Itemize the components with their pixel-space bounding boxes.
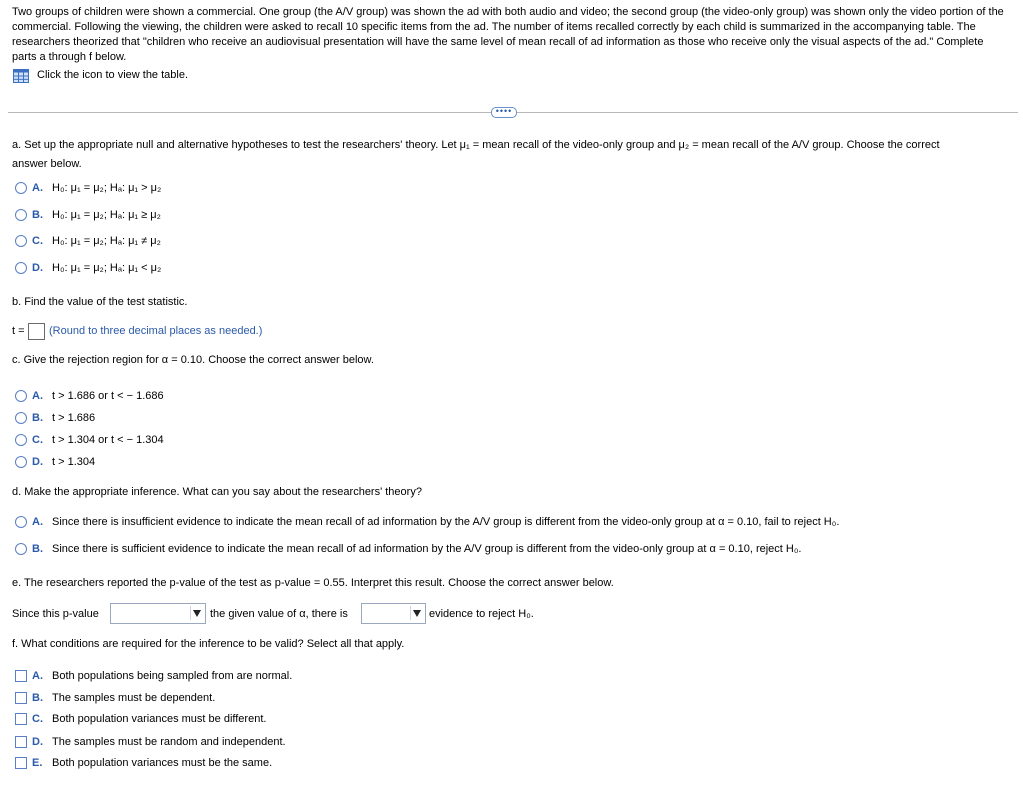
evidence-dropdown[interactable] bbox=[361, 603, 426, 624]
option-label: C. bbox=[32, 434, 43, 446]
option-text: Since there is insufficient evidence to indicate the mean recall of ad information by the A/V group is different from the video-only group at α = 0.10, fail to reject H₀. bbox=[52, 516, 840, 528]
t-prefix: t = bbox=[12, 325, 25, 337]
option-text: The samples must be random and independent. bbox=[52, 736, 286, 748]
radio-button[interactable] bbox=[15, 543, 27, 555]
option-label: A. bbox=[32, 390, 43, 402]
table-icon[interactable] bbox=[13, 69, 29, 83]
option-text: t > 1.686 bbox=[52, 412, 96, 424]
option-label: C. bbox=[32, 713, 43, 725]
part-d-question: d. Make the appropriate inference. What can you say about the researchers' theory? bbox=[12, 486, 422, 498]
checkbox[interactable] bbox=[15, 736, 27, 748]
checkbox[interactable] bbox=[15, 692, 27, 704]
option-label: A. bbox=[32, 670, 43, 682]
part-e-question: e. The researchers reported the p-value of the test as p-value = 0.55. Interpret this result. Choose the correct answer below. bbox=[12, 577, 614, 589]
checkbox[interactable] bbox=[15, 713, 27, 725]
end-text: evidence to reject H₀. bbox=[429, 608, 534, 620]
radio-button[interactable] bbox=[15, 412, 27, 424]
t-statistic-input[interactable] bbox=[28, 323, 45, 340]
chevron-down-icon bbox=[190, 606, 203, 620]
option-label: C. bbox=[32, 235, 43, 247]
option-label: D. bbox=[32, 262, 43, 274]
radio-button[interactable] bbox=[15, 262, 27, 274]
part-b-question: b. Find the value of the test statistic. bbox=[12, 296, 188, 308]
since-text: Since this p-value bbox=[12, 608, 99, 620]
option-label: A. bbox=[32, 516, 43, 528]
radio-button[interactable] bbox=[15, 516, 27, 528]
option-text: t > 1.304 or t < − 1.304 bbox=[52, 434, 164, 446]
option-text: t > 1.686 or t < − 1.686 bbox=[52, 390, 164, 402]
option-label: B. bbox=[32, 412, 43, 424]
middle-text: the given value of α, there is bbox=[210, 608, 348, 620]
option-text: t > 1.304 bbox=[52, 456, 96, 468]
part-a-question: a. Set up the appropriate null and alternative hypotheses to test the researchers' theory. Let μ₁ = mean recall of the video-only group and μ₂ = mean recall of the A/V group. Choose the correct bbox=[12, 139, 940, 151]
option-text: H₀: μ₁ = μ₂; Hₐ: μ₁ < μ₂ bbox=[52, 262, 162, 274]
view-table-link[interactable]: Click the icon to view the table. bbox=[37, 69, 189, 81]
option-text: Since there is sufficient evidence to indicate the mean recall of ad information by the A/V group is different from the video-only group at α = 0.10, reject H₀. bbox=[52, 543, 802, 555]
option-text: H₀: μ₁ = μ₂; Hₐ: μ₁ ≥ μ₂ bbox=[52, 209, 161, 221]
option-label: D. bbox=[32, 456, 43, 468]
part-a-question-cont: answer below. bbox=[12, 158, 82, 170]
radio-button[interactable] bbox=[15, 456, 27, 468]
option-text: The samples must be dependent. bbox=[52, 692, 216, 704]
comparison-dropdown[interactable] bbox=[110, 603, 206, 624]
part-f-question: f. What conditions are required for the inference to be valid? Select all that apply. bbox=[12, 638, 405, 650]
rounding-hint: (Round to three decimal places as needed.) bbox=[49, 325, 263, 337]
more-options-button[interactable]: •••• bbox=[491, 107, 517, 118]
option-label: B. bbox=[32, 543, 43, 555]
option-text: Both populations being sampled from are normal. bbox=[52, 670, 293, 682]
option-text: H₀: μ₁ = μ₂; Hₐ: μ₁ > μ₂ bbox=[52, 182, 162, 194]
option-label: B. bbox=[32, 209, 43, 221]
chevron-down-icon bbox=[410, 606, 423, 620]
option-label: A. bbox=[32, 182, 43, 194]
option-text: Both population variances must be the same. bbox=[52, 757, 273, 769]
checkbox[interactable] bbox=[15, 670, 27, 682]
radio-button[interactable] bbox=[15, 390, 27, 402]
option-label: D. bbox=[32, 736, 43, 748]
checkbox[interactable] bbox=[15, 757, 27, 769]
radio-button[interactable] bbox=[15, 182, 27, 194]
intro-text: Two groups of children were shown a commercial. One group (the A/V group) was shown the ad with both audio and video; the second group (the video-only group) was shown only the video portion of the commercial. Following the viewing, the children were asked to recall 10 specific items from the ad. The number of items recalled correctly by each child is summarized in the accompanying table. The researchers theorized that "children who receive an audiovisual presentation will have the same level of mean recall of ad information as those who receive only the visual aspects of the ad." Complete parts a through f below. bbox=[12, 6, 1004, 63]
option-text: Both population variances must be different. bbox=[52, 713, 267, 725]
option-label: E. bbox=[32, 757, 43, 769]
option-label: B. bbox=[32, 692, 43, 704]
radio-button[interactable] bbox=[15, 209, 27, 221]
part-c-question: c. Give the rejection region for α = 0.10. Choose the correct answer below. bbox=[12, 354, 374, 366]
radio-button[interactable] bbox=[15, 434, 27, 446]
option-text: H₀: μ₁ = μ₂; Hₐ: μ₁ ≠ μ₂ bbox=[52, 235, 161, 247]
radio-button[interactable] bbox=[15, 235, 27, 247]
